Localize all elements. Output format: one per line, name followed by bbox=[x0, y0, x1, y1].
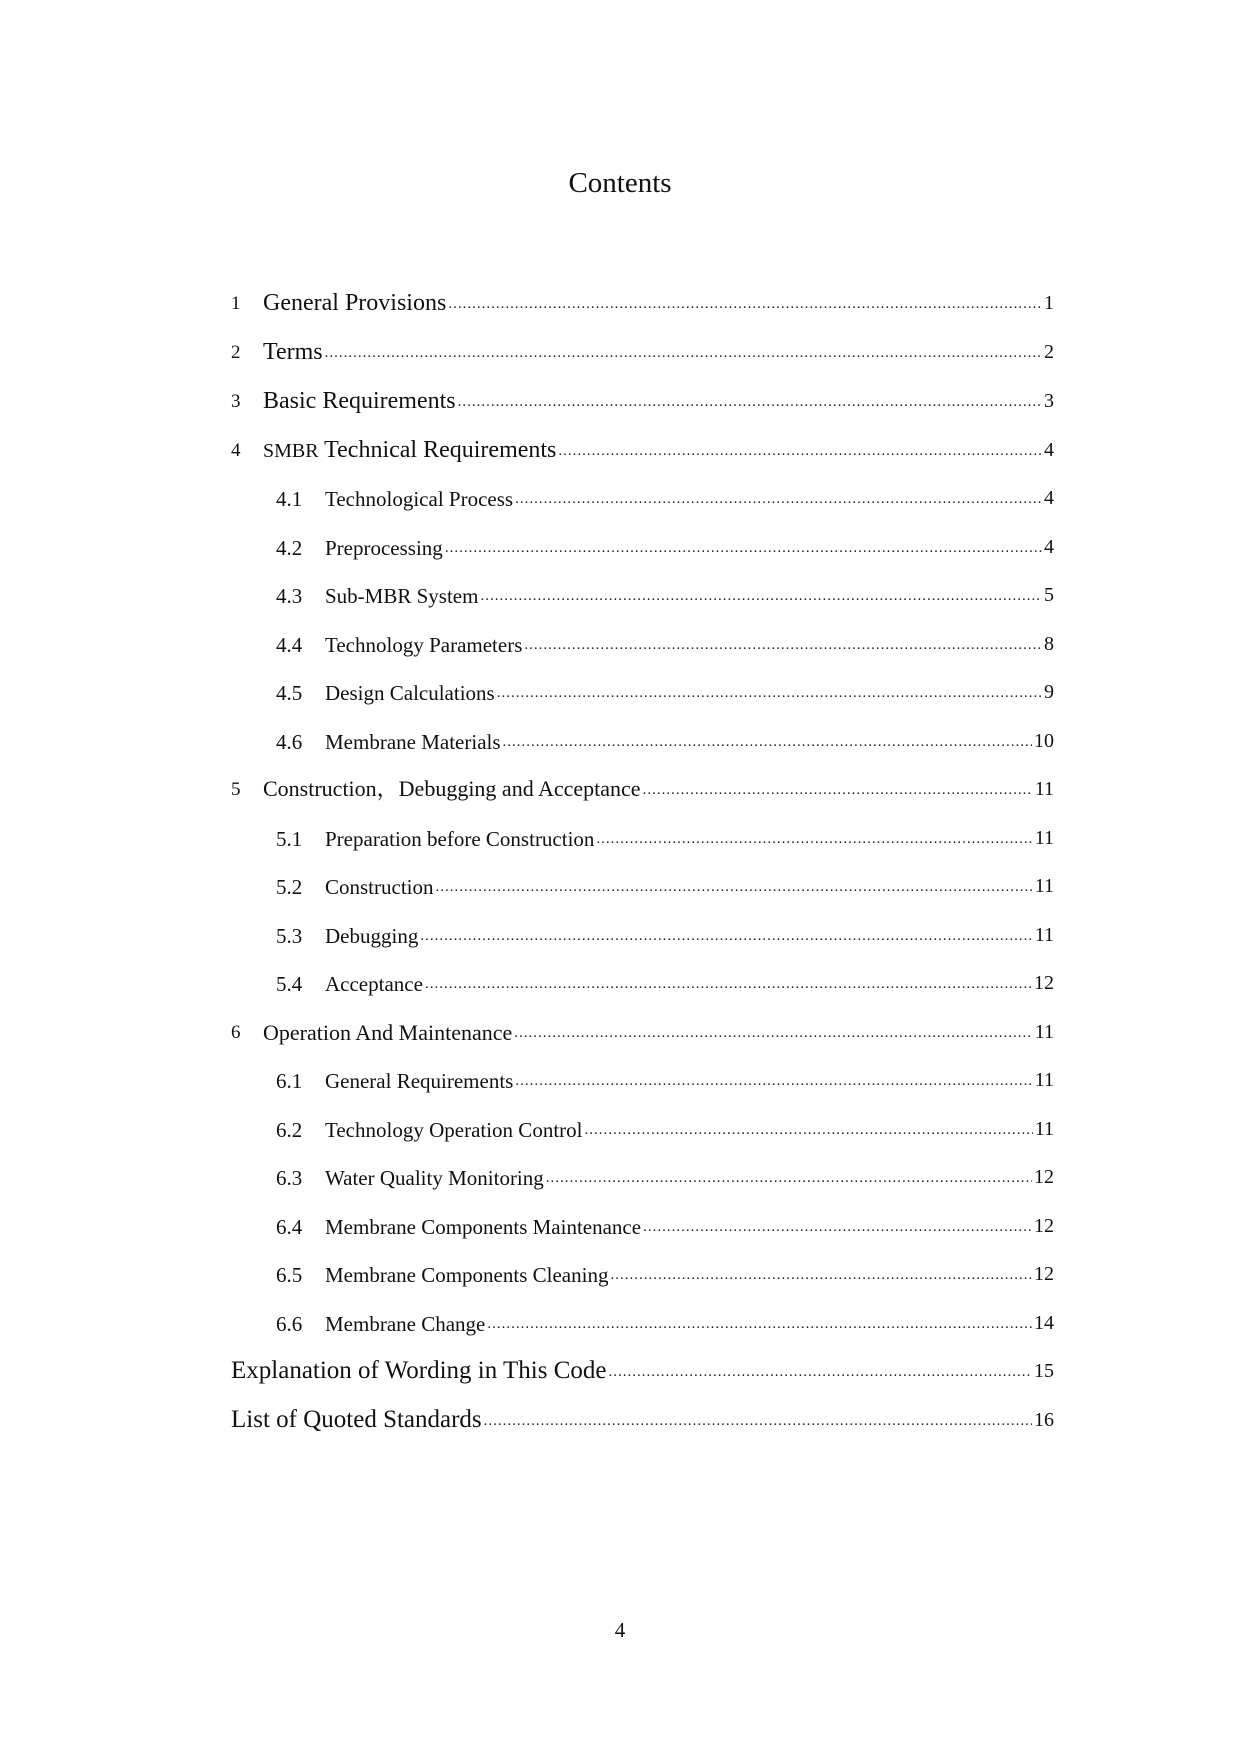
toc-entry-number: 4.2 bbox=[276, 536, 303, 560]
toc-entry-label: List of Quoted Standards bbox=[231, 1406, 482, 1433]
toc-entry-label: Preparation before Construction bbox=[325, 827, 595, 851]
toc-entry-label: General Provisions bbox=[263, 290, 447, 316]
toc-entry-page: 12 bbox=[1034, 1166, 1054, 1188]
toc-entry-label-text: Technical Requirements bbox=[318, 437, 557, 463]
toc-entry-6[interactable] bbox=[231, 1012, 1054, 1046]
toc-entry-page: 12 bbox=[1034, 1263, 1054, 1285]
toc-entry-6-5[interactable] bbox=[276, 1254, 1054, 1288]
dot-leader bbox=[596, 831, 1032, 852]
toc-entry-number: 4.1 bbox=[276, 487, 303, 511]
toc-entry-5[interactable] bbox=[231, 769, 1054, 803]
toc-entry-number: 5.4 bbox=[276, 972, 303, 996]
toc-entry-label: Technology Operation Control bbox=[325, 1118, 583, 1142]
toc-entry-6-3[interactable] bbox=[276, 1157, 1054, 1191]
toc-entry-6-2[interactable] bbox=[276, 1109, 1054, 1143]
toc-entry-page: 5 bbox=[1044, 584, 1054, 606]
dot-leader bbox=[436, 879, 1033, 900]
dot-leader bbox=[420, 928, 1032, 949]
toc-entry-list-of-quoted-standards[interactable] bbox=[231, 1400, 1054, 1434]
toc-entry-page: 1 bbox=[1044, 292, 1054, 314]
toc-entry-label: Operation And Maintenance bbox=[263, 1020, 513, 1045]
toc-entry-page: 4 bbox=[1044, 439, 1054, 461]
toc-entry-number: 6.2 bbox=[276, 1118, 303, 1142]
toc-entry-4-4[interactable] bbox=[276, 624, 1054, 658]
toc-entry-number: 4.3 bbox=[276, 584, 303, 608]
dot-leader bbox=[515, 1073, 1032, 1094]
toc-entry-4-6[interactable] bbox=[276, 721, 1054, 755]
toc-entry-label: Preprocessing bbox=[325, 536, 443, 560]
toc-entry-6-4[interactable] bbox=[276, 1206, 1054, 1240]
dot-leader bbox=[480, 588, 1042, 609]
toc-entry-page: 16 bbox=[1034, 1409, 1054, 1431]
dot-leader bbox=[643, 1219, 1032, 1240]
toc-entry-label: Technology Parameters bbox=[325, 633, 523, 657]
dot-leader bbox=[558, 443, 1042, 464]
toc-entry-page: 11 bbox=[1034, 1021, 1054, 1043]
toc-entry-label: Water Quality Monitoring bbox=[325, 1166, 544, 1190]
toc-entry-number: 6 bbox=[231, 1022, 241, 1043]
toc-entry-label: Technological Process bbox=[325, 487, 514, 511]
dot-leader bbox=[458, 394, 1042, 415]
toc-entry-4-3[interactable] bbox=[276, 575, 1054, 609]
toc-entry-number: 4.4 bbox=[276, 633, 303, 657]
toc-entry-label: Explanation of Wording in This Code bbox=[231, 1357, 607, 1384]
toc-entry-page: 8 bbox=[1044, 633, 1054, 655]
dot-leader bbox=[445, 540, 1042, 561]
dot-leader bbox=[515, 491, 1042, 512]
toc-entry-page: 12 bbox=[1034, 1215, 1054, 1237]
toc-entry-3[interactable] bbox=[231, 381, 1054, 415]
dot-leader bbox=[546, 1170, 1032, 1191]
dot-leader bbox=[524, 637, 1042, 658]
dot-leader bbox=[497, 685, 1042, 706]
toc-entry-5-2[interactable] bbox=[276, 866, 1054, 900]
toc-entry-page: 4 bbox=[1044, 536, 1054, 558]
toc-entry-label: Membrane Components Cleaning bbox=[325, 1263, 609, 1287]
toc-entry-page: 11 bbox=[1034, 875, 1054, 897]
toc-entry-2[interactable] bbox=[231, 332, 1054, 366]
toc-entry-number: 5.1 bbox=[276, 827, 303, 851]
toc-entry-number: 5.2 bbox=[276, 875, 303, 899]
toc-entry-number: 6.4 bbox=[276, 1215, 303, 1239]
toc-entry-label bbox=[263, 437, 556, 464]
toc-entry-number: 6.6 bbox=[276, 1312, 303, 1336]
dot-leader bbox=[425, 976, 1032, 997]
toc-entry-5-1[interactable] bbox=[276, 818, 1054, 852]
toc-entry-page: 9 bbox=[1044, 681, 1054, 703]
toc-entry-6-6[interactable] bbox=[276, 1303, 1054, 1337]
dot-leader bbox=[503, 734, 1032, 755]
toc-entry-number: 1 bbox=[231, 293, 241, 314]
dot-leader bbox=[484, 1413, 1032, 1434]
toc-entry-number: 5.3 bbox=[276, 924, 303, 948]
toc-entry-label: Debugging bbox=[325, 924, 419, 948]
toc-entry-page: 12 bbox=[1034, 972, 1054, 994]
dot-leader bbox=[584, 1122, 1032, 1143]
toc-entry-page: 10 bbox=[1034, 730, 1054, 752]
toc-entry-number: 4.5 bbox=[276, 681, 303, 705]
toc-entry-4-5[interactable] bbox=[276, 672, 1054, 706]
dot-leader bbox=[610, 1267, 1032, 1288]
toc-entry-label: Membrane Change bbox=[325, 1312, 486, 1336]
toc-entry-4-2[interactable] bbox=[276, 527, 1054, 561]
page-number: 4 bbox=[614, 1618, 626, 1642]
toc-entry-page: 11 bbox=[1034, 1069, 1054, 1091]
toc-entry-4-1[interactable] bbox=[276, 478, 1054, 512]
dot-leader bbox=[487, 1316, 1032, 1337]
toc-entry-number: 4.6 bbox=[276, 730, 303, 754]
dot-leader bbox=[325, 345, 1042, 366]
toc-entry-label: Acceptance bbox=[325, 972, 423, 996]
toc-entry-page: 11 bbox=[1034, 924, 1054, 946]
toc-entry-label: Construction，Debugging and Acceptance bbox=[263, 776, 641, 801]
toc-entry-5-4[interactable] bbox=[276, 963, 1054, 997]
dot-leader bbox=[448, 296, 1042, 317]
dot-leader bbox=[514, 1025, 1032, 1046]
toc-entry-page: 11 bbox=[1034, 1118, 1054, 1140]
toc-entry-4[interactable] bbox=[231, 430, 1054, 464]
toc-entry-page: 2 bbox=[1044, 341, 1054, 363]
toc-entry-page: 15 bbox=[1034, 1360, 1054, 1382]
toc-entry-number: 5 bbox=[231, 779, 241, 800]
toc-entry-label: Basic Requirements bbox=[263, 388, 456, 414]
toc-entry-number: 2 bbox=[231, 342, 241, 363]
toc-entry-label: Terms bbox=[263, 339, 323, 365]
toc-entry-number: 3 bbox=[231, 391, 241, 412]
toc-entry-number: 6.3 bbox=[276, 1166, 303, 1190]
page-title: Contents bbox=[568, 167, 672, 199]
toc-entry-label: Construction bbox=[325, 875, 434, 899]
toc-entry-label: General Requirements bbox=[325, 1069, 514, 1093]
toc-entry-prefix: SMBR bbox=[263, 440, 319, 462]
toc-entry-page: 4 bbox=[1044, 487, 1054, 509]
toc-entry-5-3[interactable] bbox=[276, 915, 1054, 949]
toc-entry-explanation-of-wording[interactable] bbox=[231, 1351, 1054, 1385]
toc-entry-number: 6.5 bbox=[276, 1263, 303, 1287]
toc-entry-6-1[interactable] bbox=[276, 1060, 1054, 1094]
toc-entry-page: 11 bbox=[1034, 778, 1054, 800]
toc-entry-1[interactable] bbox=[231, 283, 1054, 317]
toc-entry-number: 4 bbox=[231, 440, 241, 461]
toc-entry-label: Sub-MBR System bbox=[325, 584, 479, 608]
toc-entry-page: 3 bbox=[1044, 390, 1054, 412]
toc-entry-page: 14 bbox=[1034, 1312, 1054, 1334]
toc-entry-label: Membrane Components Maintenance bbox=[325, 1215, 642, 1239]
dot-leader bbox=[609, 1364, 1032, 1385]
dot-leader bbox=[643, 782, 1033, 803]
toc-entry-number: 6.1 bbox=[276, 1069, 303, 1093]
toc-entry-page: 11 bbox=[1034, 827, 1054, 849]
toc-entry-label: Membrane Materials bbox=[325, 730, 501, 754]
toc-entry-label: Design Calculations bbox=[325, 681, 495, 705]
